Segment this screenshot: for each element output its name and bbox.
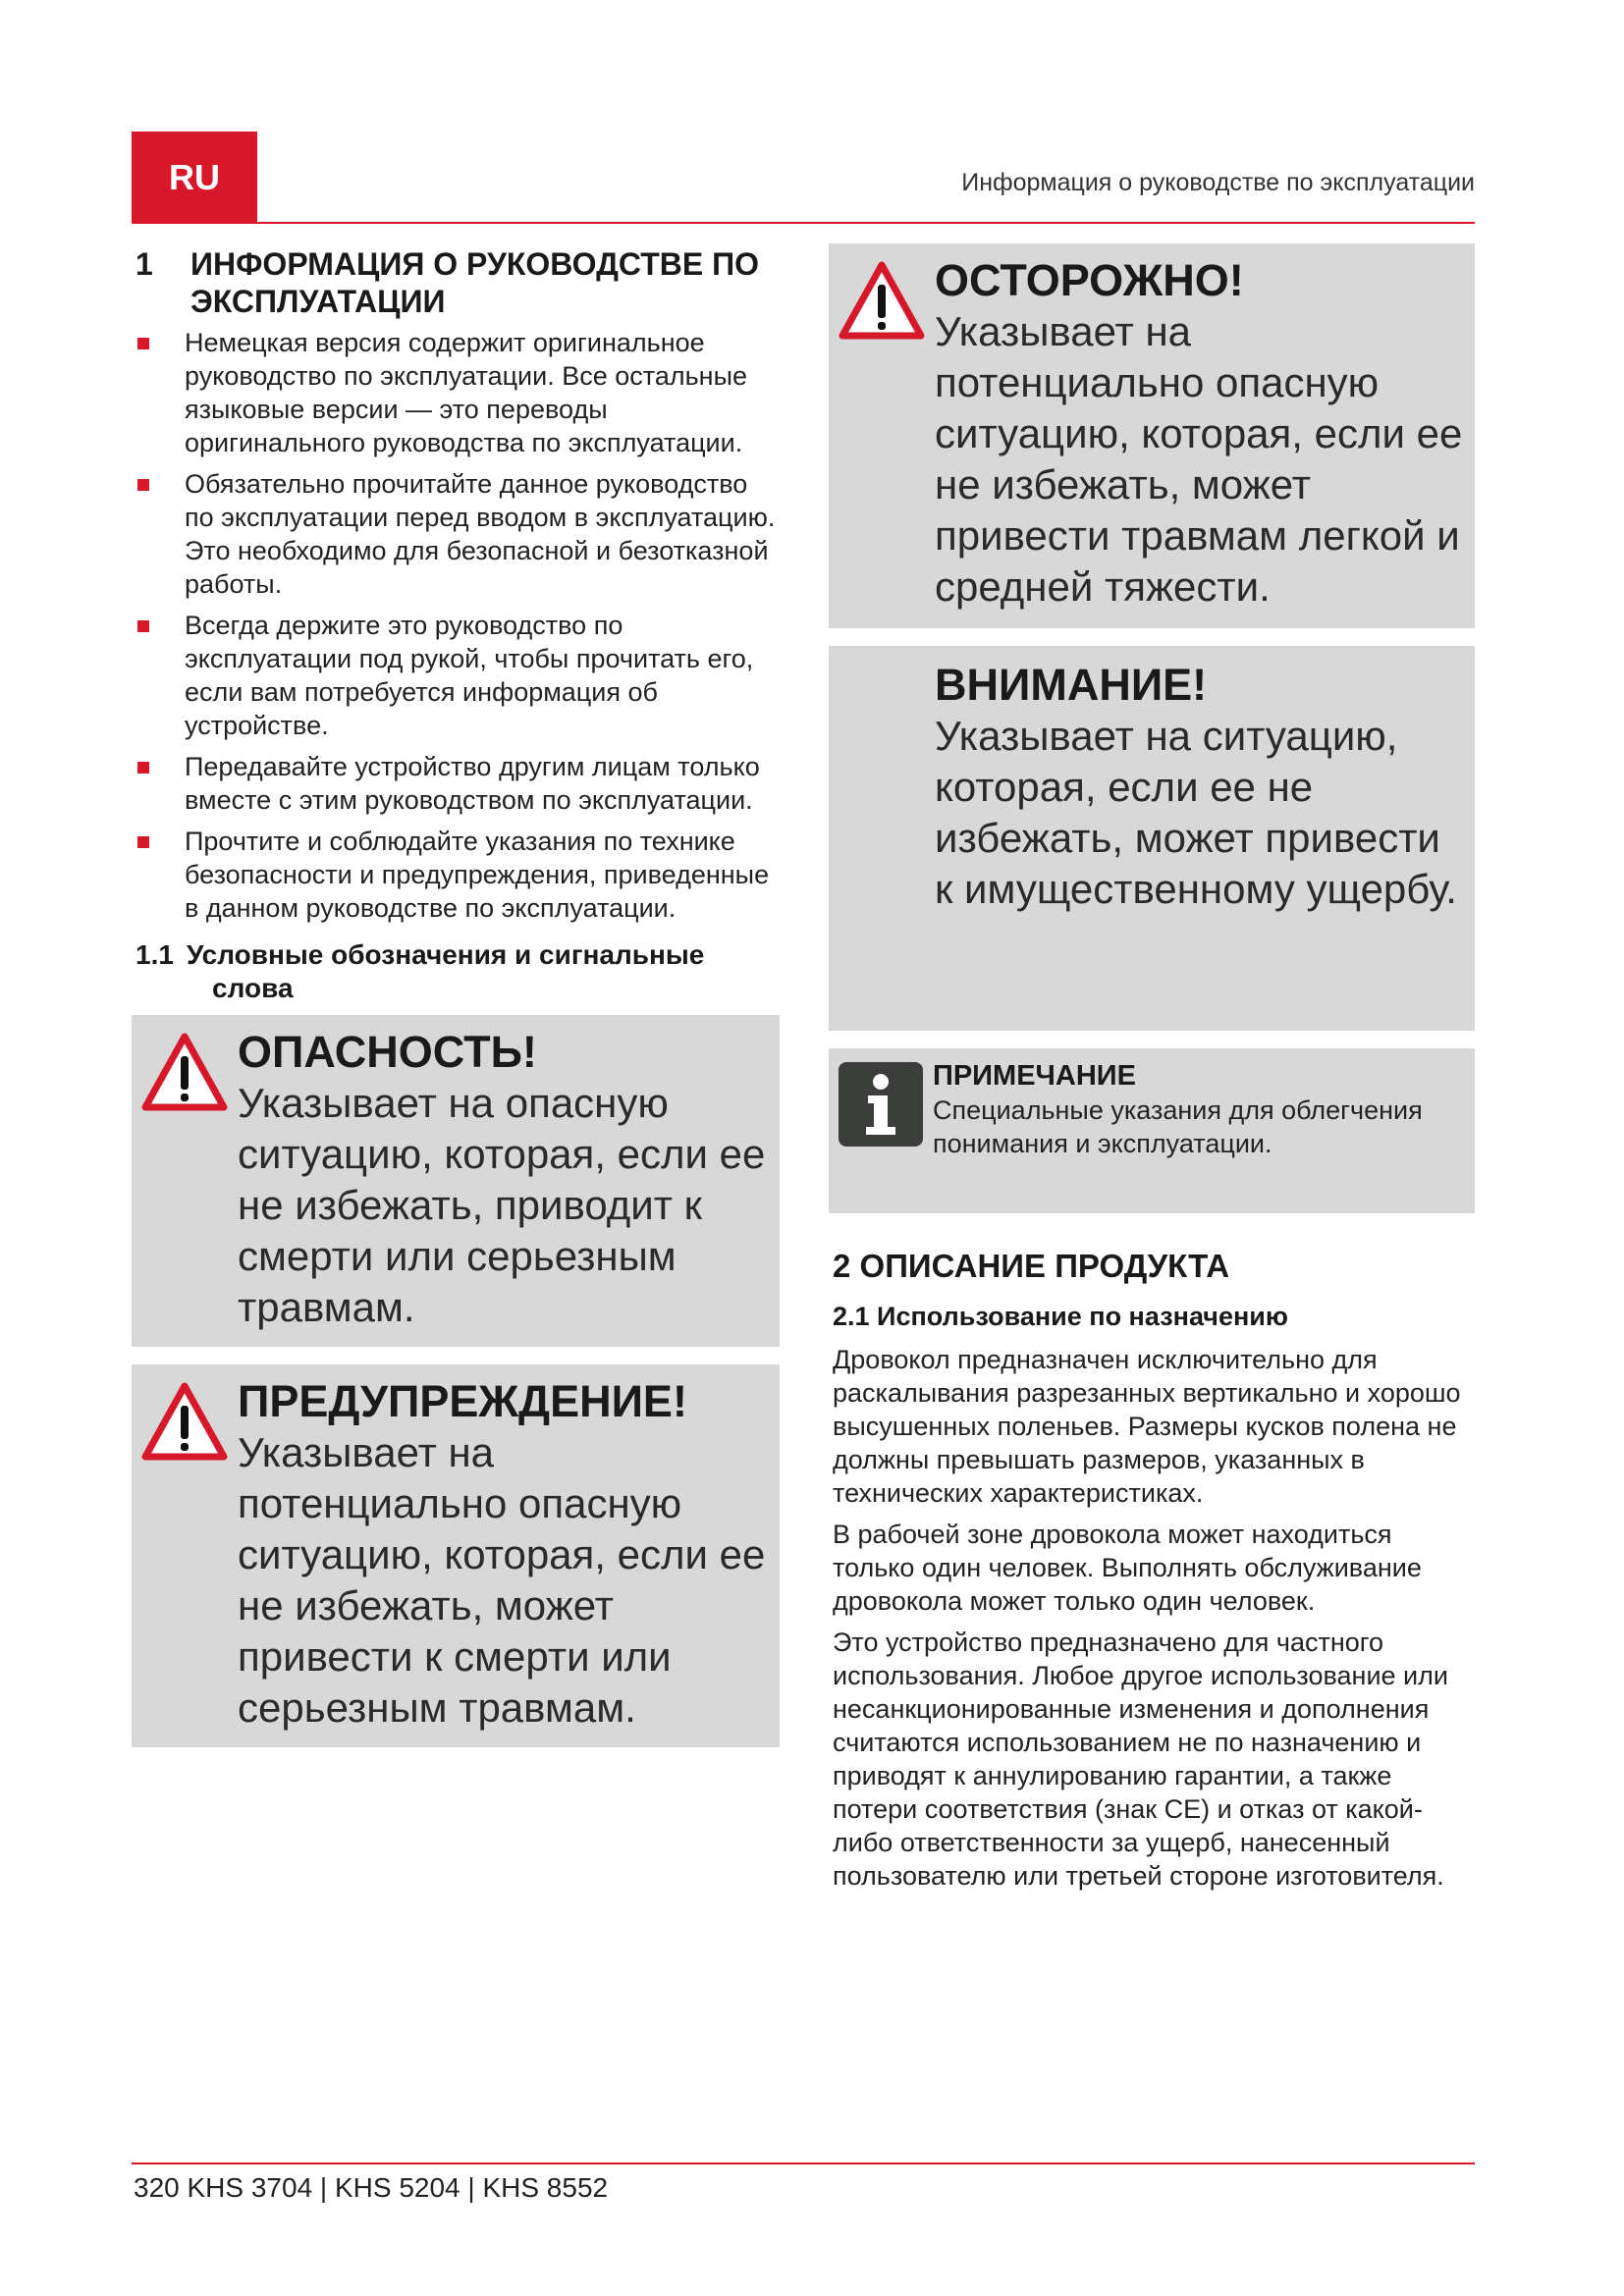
footer-divider [132, 2163, 1475, 2164]
left-column [132, 245, 780, 1765]
caution-title: ОСТОРОЖНО! [935, 255, 1244, 305]
paragraph: Дровокол предназначен исключительно для раскалывания разрезанных вертикально и хорошо высушенных поленьев. Размеры кусков полена не должны превышать размеров, указанных в технических характеристиках. [833, 1345, 1461, 1508]
notice-title: ВНИМАНИЕ! [935, 660, 1208, 710]
info-icon [839, 1062, 923, 1147]
section-1-1-heading: 1.1 Условные обозначения и сигнальные слова [135, 939, 705, 1003]
bullet-item: Прочтите и соблюдайте указания по технике безопасности и предупреждения, приведенные в данном руководстве по эксплуатации. [132, 825, 780, 925]
warning-triangle-icon [139, 1380, 230, 1463]
note-title: ПРИМЕЧАНИЕ [933, 1060, 1136, 1092]
right-column [829, 243, 1475, 1900]
bullet-item: Передавайте устройство другим лицам только вместе с этим руководством по эксплуатации. [132, 750, 780, 817]
notice-box [829, 646, 1475, 1031]
warning-box [132, 1364, 780, 1747]
section-1-heading: 1 ИНФОРМАЦИЯ О РУКОВОДСТВЕ ПО ЭКСПЛУАТАЦИИ [135, 246, 759, 319]
warning-title: ПРЕДУПРЕЖДЕНИЕ! [238, 1376, 687, 1426]
bullet-item: Всегда держите это руководство по эксплуатации под рукой, чтобы прочитать его, если вам потребуется информация об устройстве. [132, 609, 780, 742]
section-2-1-heading: 2.1 Использование по назначению [833, 1302, 1288, 1331]
warning-triangle-icon [139, 1031, 230, 1113]
header-divider [132, 222, 1475, 224]
bullet-item: Немецкая версия содержит оригинальное руководство по эксплуатации. Все остальные языковые версии — это переводы оригинального руководства по эксплуатации. [132, 326, 780, 459]
language-tab: RU [132, 132, 257, 223]
paragraph: В рабочей зоне дровокола может находиться только один человек. Выполнять обслуживание дровокола может только один человек. [833, 1520, 1422, 1616]
danger-title: ОПАСНОСТЬ! [238, 1027, 537, 1077]
section-2-heading: 2 ОПИСАНИЕ ПРОДУКТА [833, 1248, 1230, 1284]
caution-text: Указывает на потенциально опасную ситуацию, которая, если ее не избежать, может привести травмам легкой и средней тяжести. [935, 308, 1463, 610]
danger-text: Указывает на опасную ситуацию, которая, если ее не избежать, приводит к смерти или серьезным травмам. [238, 1080, 766, 1330]
note-text: Специальные указания для облегчения понимания и эксплуатации. [933, 1095, 1423, 1158]
section-1-bullets [132, 326, 780, 925]
running-header: Информация о руководстве по эксплуатации [961, 169, 1475, 196]
paragraph: Это устройство предназначено для частного использования. Любое другое использование или несанкционированные изменения и дополнения считаются использованием не по назначению и приводят к аннулированию гарантии, а также потери соответствия (знак CE) и отказ от какой-либо ответственности за ущерб, нанесенный пользователю или третьей стороне изготовителя. [833, 1628, 1448, 1891]
warning-text: Указывает на потенциально опасную ситуацию, которая, если ее не избежать, может привести к смерти или серьезным травмам. [238, 1429, 766, 1731]
danger-box [132, 1015, 780, 1347]
warning-triangle-icon [837, 259, 927, 342]
caution-box [829, 243, 1475, 628]
page-footer: 320 KHS 3704 | KHS 5204 | KHS 8552 [134, 2172, 609, 2203]
note-box [829, 1048, 1475, 1213]
bullet-item: Обязательно прочитайте данное руководство по эксплуатации перед вводом в эксплуатацию. Это необходимо для безопасной и безотказной работы. [132, 467, 780, 601]
notice-text: Указывает на ситуацию, которая, если ее не избежать, может привести к имущественному ущербу. [935, 713, 1457, 912]
